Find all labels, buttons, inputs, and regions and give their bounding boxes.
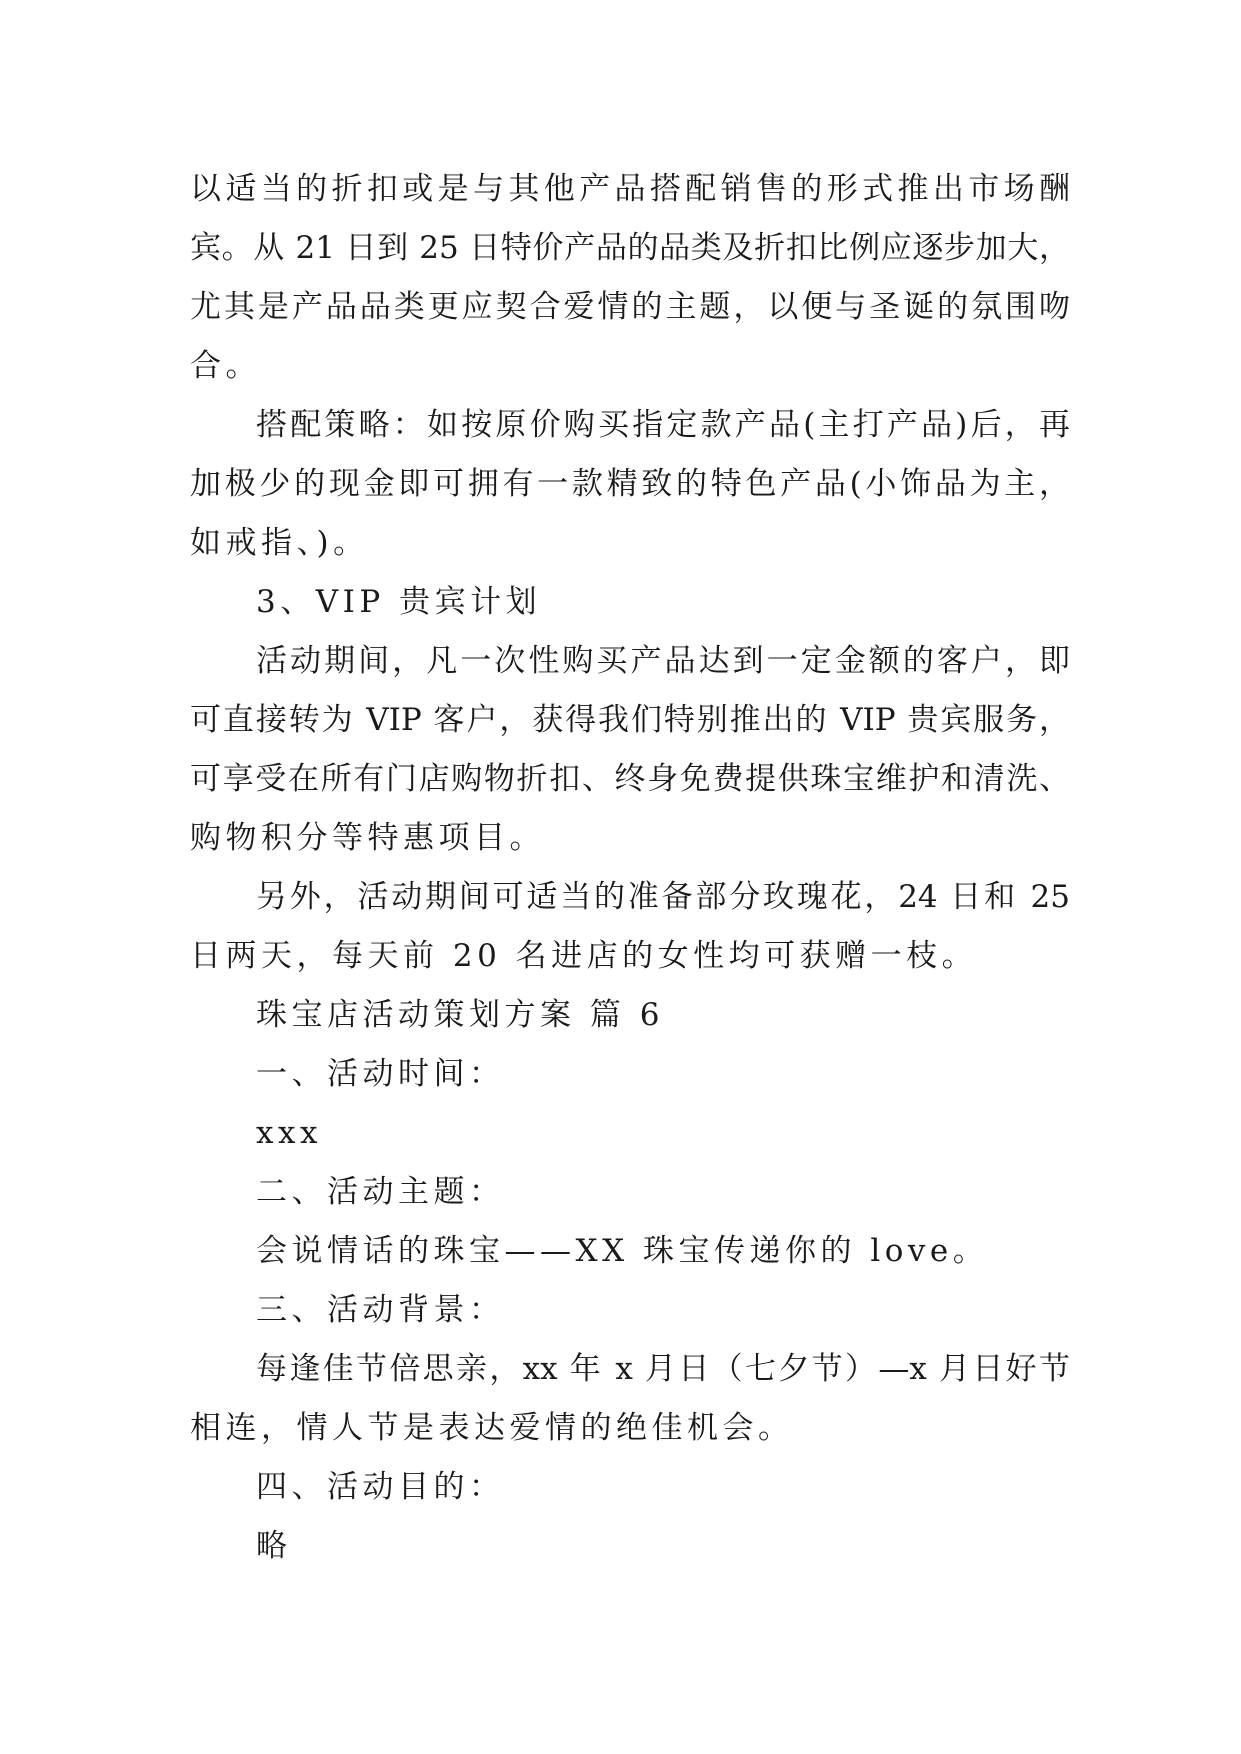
text-line: 宾。从 21 日到 25 日特价产品的品类及折扣比例应逐步加大， xyxy=(190,230,1070,266)
text-line: 可直接转为 VIP 客户，获得我们特别推出的 VIP 贵宾服务， xyxy=(190,702,1070,738)
text-line: 尤其是产品品类更应契合爱情的主题，以便与圣诞的氛围吻 xyxy=(190,289,1070,325)
text-line: 活动期间，凡一次性购买产品达到一定金额的客户，即 xyxy=(256,643,1070,679)
document-body xyxy=(190,160,1070,1576)
text-line: 每逢佳节倍思亲，xx 年 x 月日（七夕节）—x 月日好节 xyxy=(256,1351,1070,1387)
text-line: 加极少的现金即可拥有一款精致的特色产品(小饰品为主， xyxy=(190,466,1070,502)
text-line: 如戒指、)。 xyxy=(190,525,369,561)
text-line: 三、活动背景： xyxy=(256,1292,505,1328)
text-line: 日两天，每天前 20 名进店的女性均可获赠一枝。 xyxy=(190,938,978,974)
text-line: xxx xyxy=(256,1115,322,1151)
text-line: 可享受在所有门店购物折扣、终身免费提供珠宝维护和清洗、 xyxy=(190,761,1070,797)
text-line: 合。 xyxy=(190,348,261,384)
text-line: 3、VIP 贵宾计划 xyxy=(256,584,542,620)
text-line: 购物积分等特惠项目。 xyxy=(190,820,545,856)
text-line: 珠宝店活动策划方案 篇 6 xyxy=(256,997,664,1033)
text-line: 会说情话的珠宝——XX 珠宝传递你的 love。 xyxy=(256,1233,989,1269)
text-line: 略 xyxy=(256,1528,292,1564)
text-line: 以适当的折扣或是与其他产品搭配销售的形式推出市场酬 xyxy=(190,171,1070,207)
text-line: 相连，情人节是表达爱情的绝佳机会。 xyxy=(190,1410,794,1446)
text-line: 二、活动主题： xyxy=(256,1174,505,1210)
text-line: 一、活动时间： xyxy=(256,1056,505,1092)
text-line: 搭配策略：如按原价购买指定款产品(主打产品)后，再 xyxy=(256,407,1070,443)
text-line: 另外，活动期间可适当的准备部分玫瑰花，24 日和 25 xyxy=(256,879,1070,915)
text-line: 四、活动目的： xyxy=(256,1469,505,1505)
